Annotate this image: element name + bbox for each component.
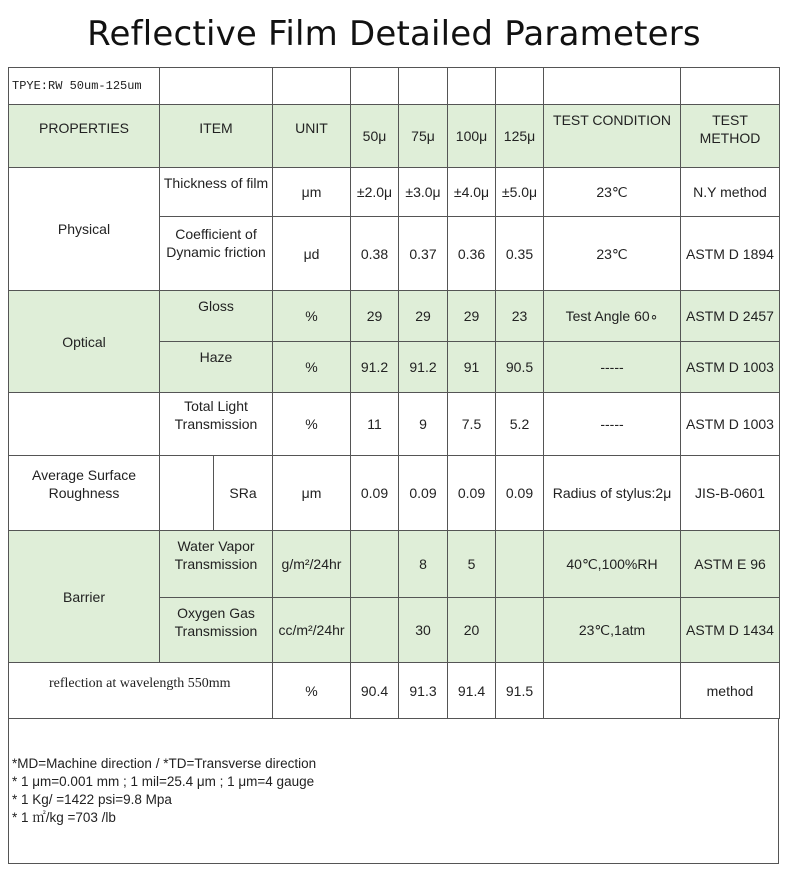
ogt-100: 20	[448, 598, 496, 663]
reflection-unit: %	[273, 663, 351, 719]
header-properties: PROPERTIES	[9, 105, 160, 168]
friction-item: Coefficient of Dynamic friction	[160, 217, 273, 291]
wvt-condition: 40℃,100%RH	[544, 531, 681, 598]
gloss-75: 29	[399, 291, 448, 342]
parameters-sheet	[8, 67, 779, 863]
haze-item: Haze	[160, 342, 273, 393]
physical-label: Physical	[9, 168, 160, 291]
roughness-method: JIS-B-0601	[681, 456, 780, 531]
table-row	[9, 393, 780, 456]
friction-condition: 23℃	[544, 217, 681, 291]
header-test-method: TEST METHOD	[681, 105, 780, 168]
reflection-item: reflection at wavelength 550mm	[9, 663, 273, 719]
tlt-125: 5.2	[496, 393, 544, 456]
reflection-75: 91.3	[399, 663, 448, 719]
note-line: *MD=Machine direction / *TD=Transverse direction	[12, 756, 317, 771]
note-line: * 1 ㎡/kg =703 /lb	[12, 810, 116, 825]
table-row	[9, 291, 780, 342]
type-label: TPYE:RW 50um-125um	[9, 68, 160, 105]
thickness-50: ±2.0μ	[351, 168, 399, 217]
roughness-50: 0.09	[351, 456, 399, 531]
wvt-50	[351, 531, 399, 598]
thickness-condition: 23℃	[544, 168, 681, 217]
tlt-method: ASTM D 1003	[681, 393, 780, 456]
friction-50: 0.38	[351, 217, 399, 291]
roughness-unit: μm	[273, 456, 351, 531]
roughness-condition: Radius of stylus:2μ	[544, 456, 681, 531]
table-row	[9, 456, 780, 531]
friction-75: 0.37	[399, 217, 448, 291]
tlt-50: 11	[351, 393, 399, 456]
ogt-75: 30	[399, 598, 448, 663]
roughness-75: 0.09	[399, 456, 448, 531]
friction-unit: μd	[273, 217, 351, 291]
gloss-100: 29	[448, 291, 496, 342]
header-50: 50μ	[351, 105, 399, 168]
tlt-75: 9	[399, 393, 448, 456]
thickness-100: ±4.0μ	[448, 168, 496, 217]
barrier-label: Barrier	[9, 531, 160, 663]
thickness-75: ±3.0μ	[399, 168, 448, 217]
header-125: 125μ	[496, 105, 544, 168]
wvt-125	[496, 531, 544, 598]
header-item: ITEM	[160, 105, 273, 168]
ogt-method: ASTM D 1434	[681, 598, 780, 663]
wvt-item: Water Vapor Transmission	[160, 531, 273, 598]
friction-125: 0.35	[496, 217, 544, 291]
ogt-unit: cc/m²/24hr	[273, 598, 351, 663]
wvt-100: 5	[448, 531, 496, 598]
wvt-method: ASTM E 96	[681, 531, 780, 598]
gloss-condition: Test Angle 60∘	[544, 291, 681, 342]
header-75: 75μ	[399, 105, 448, 168]
wvt-unit: g/m²/24hr	[273, 531, 351, 598]
roughness-125: 0.09	[496, 456, 544, 531]
ogt-item: Oxygen Gas Transmission	[160, 598, 273, 663]
tlt-unit: %	[273, 393, 351, 456]
reflection-125: 91.5	[496, 663, 544, 719]
optical-label: Optical	[9, 291, 160, 393]
thickness-method: N.Y method	[681, 168, 780, 217]
gloss-50: 29	[351, 291, 399, 342]
friction-method: ASTM D 1894	[681, 217, 780, 291]
type-row	[9, 68, 780, 105]
ogt-50	[351, 598, 399, 663]
notes-box	[8, 719, 779, 864]
parameters-table	[8, 67, 780, 719]
haze-50: 91.2	[351, 342, 399, 393]
haze-method: ASTM D 1003	[681, 342, 780, 393]
haze-100: 91	[448, 342, 496, 393]
header-unit: UNIT	[273, 105, 351, 168]
tlt-condition: -----	[544, 393, 681, 456]
wvt-75: 8	[399, 531, 448, 598]
header-100: 100μ	[448, 105, 496, 168]
thickness-125: ±5.0μ	[496, 168, 544, 217]
tlt-item: Total Light Transmission	[160, 393, 273, 456]
note-line: * 1 Kg/ =1422 psi=9.8 Mpa	[12, 792, 172, 807]
roughness-100: 0.09	[448, 456, 496, 531]
note-line: * 1 μm=0.001 mm ; 1 mil=25.4 μm ; 1 μm=4 gauge	[12, 774, 315, 789]
reflection-100: 91.4	[448, 663, 496, 719]
thickness-item: Thickness of film	[160, 168, 273, 217]
roughness-label: Average Surface Roughness	[9, 456, 160, 531]
reflection-50: 90.4	[351, 663, 399, 719]
haze-unit: %	[273, 342, 351, 393]
ogt-condition: 23℃,1atm	[544, 598, 681, 663]
reflection-method: method	[681, 663, 780, 719]
gloss-item: Gloss	[160, 291, 273, 342]
table-row	[9, 531, 780, 598]
haze-75: 91.2	[399, 342, 448, 393]
haze-condition: -----	[544, 342, 681, 393]
thickness-unit: μm	[273, 168, 351, 217]
header-test-condition: TEST CONDITION	[544, 105, 681, 168]
roughness-item: SRa	[214, 456, 273, 531]
reflection-condition	[544, 663, 681, 719]
page-title: Reflective Film Detailed Parameters	[87, 14, 701, 54]
friction-100: 0.36	[448, 217, 496, 291]
tlt-100: 7.5	[448, 393, 496, 456]
table-row	[9, 168, 780, 217]
haze-125: 90.5	[496, 342, 544, 393]
gloss-method: ASTM D 2457	[681, 291, 780, 342]
header-row	[9, 105, 780, 168]
ogt-125	[496, 598, 544, 663]
gloss-unit: %	[273, 291, 351, 342]
gloss-125: 23	[496, 291, 544, 342]
table-row	[9, 663, 780, 719]
